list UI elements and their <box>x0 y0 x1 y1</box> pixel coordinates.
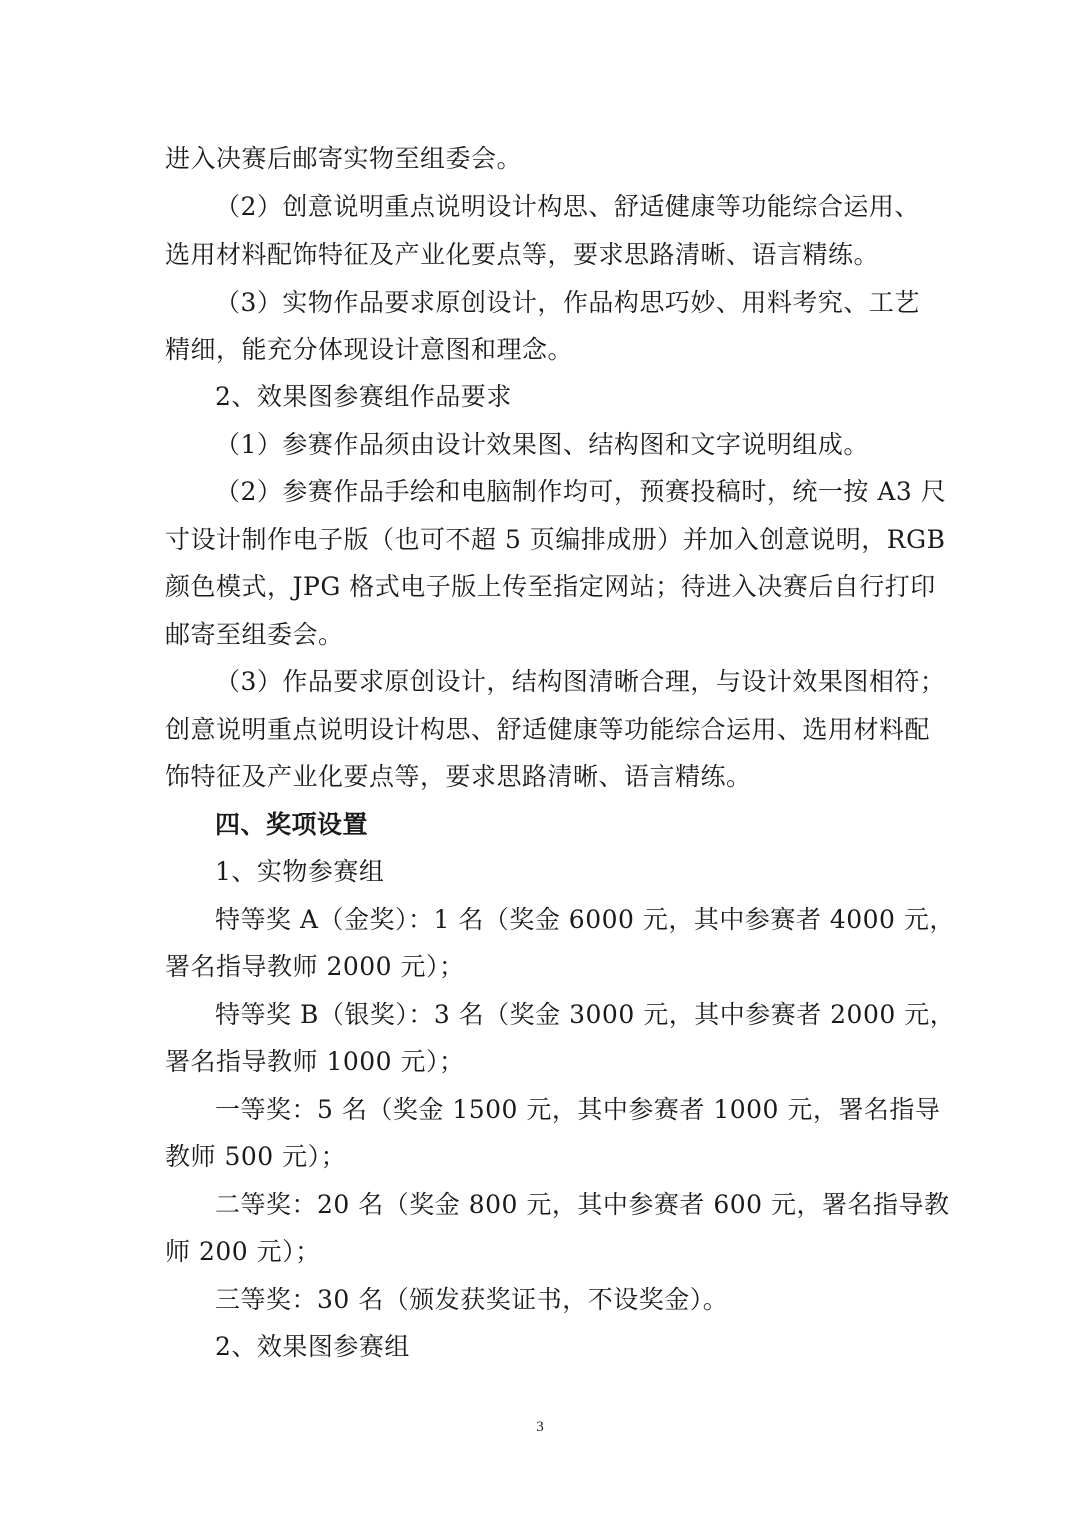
text-line: 教师 500 元）； <box>165 1142 347 1171</box>
text-line: （3）作品要求原创设计，结构图清晰合理，与设计效果图相符； <box>215 667 946 696</box>
text-line: （3）实物作品要求原创设计，作品构思巧妙、用料考究、工艺 <box>215 288 920 317</box>
text-line: 署名指导教师 1000 元）； <box>165 1047 465 1076</box>
text-line: 寸设计制作电子版（也可不超 5 页编排成册）并加入创意说明，RGB <box>165 525 946 554</box>
text-line: 二等奖：20 名（奖金 800 元，其中参赛者 600 元，署名指导教 <box>215 1190 950 1219</box>
text-line: （1）参赛作品须由设计效果图、结构图和文字说明组成。 <box>215 430 869 459</box>
text-line: 特等奖 B（银奖）：3 名（奖金 3000 元，其中参赛者 2000 元， <box>215 1000 956 1029</box>
text-line: 进入决赛后邮寄实物至组委会。 <box>165 144 523 173</box>
text-line: 一等奖：5 名（奖金 1500 元，其中参赛者 1000 元，署名指导 <box>215 1095 941 1124</box>
text-line: （2）参赛作品手绘和电脑制作均可，预赛投稿时，统一按 A3 尺 <box>215 477 947 506</box>
text-line: 三等奖：30 名（颁发获奖证书，不设奖金）。 <box>215 1285 729 1314</box>
text-line: 1、实物参赛组 <box>215 857 385 886</box>
text-line: 选用材料配饰特征及产业化要点等，要求思路清晰、语言精练。 <box>165 240 880 269</box>
text-line: 颜色模式，JPG 格式电子版上传至指定网站；待进入决赛后自行打印 <box>165 572 936 601</box>
text-line: 特等奖 A（金奖）：1 名（奖金 6000 元，其中参赛者 4000 元， <box>215 905 955 934</box>
text-line: 2、效果图参赛组 <box>215 1332 410 1361</box>
text-line: 2、效果图参赛组作品要求 <box>215 382 512 411</box>
text-line: 创意说明重点说明设计构思、舒适健康等功能综合运用、选用材料配 <box>165 715 931 744</box>
text-line: 饰特征及产业化要点等，要求思路清晰、语言精练。 <box>165 762 752 791</box>
text-line: 师 200 元）； <box>165 1237 321 1266</box>
text-line: 精细，能充分体现设计意图和理念。 <box>165 335 574 364</box>
page-number: 3 <box>536 1419 544 1435</box>
text-line: 邮寄至组委会。 <box>165 620 344 649</box>
section-heading: 四、奖项设置 <box>215 810 369 839</box>
text-line: 署名指导教师 2000 元）； <box>165 952 465 981</box>
text-line: （2）创意说明重点说明设计构思、舒适健康等功能综合运用、 <box>215 192 920 221</box>
